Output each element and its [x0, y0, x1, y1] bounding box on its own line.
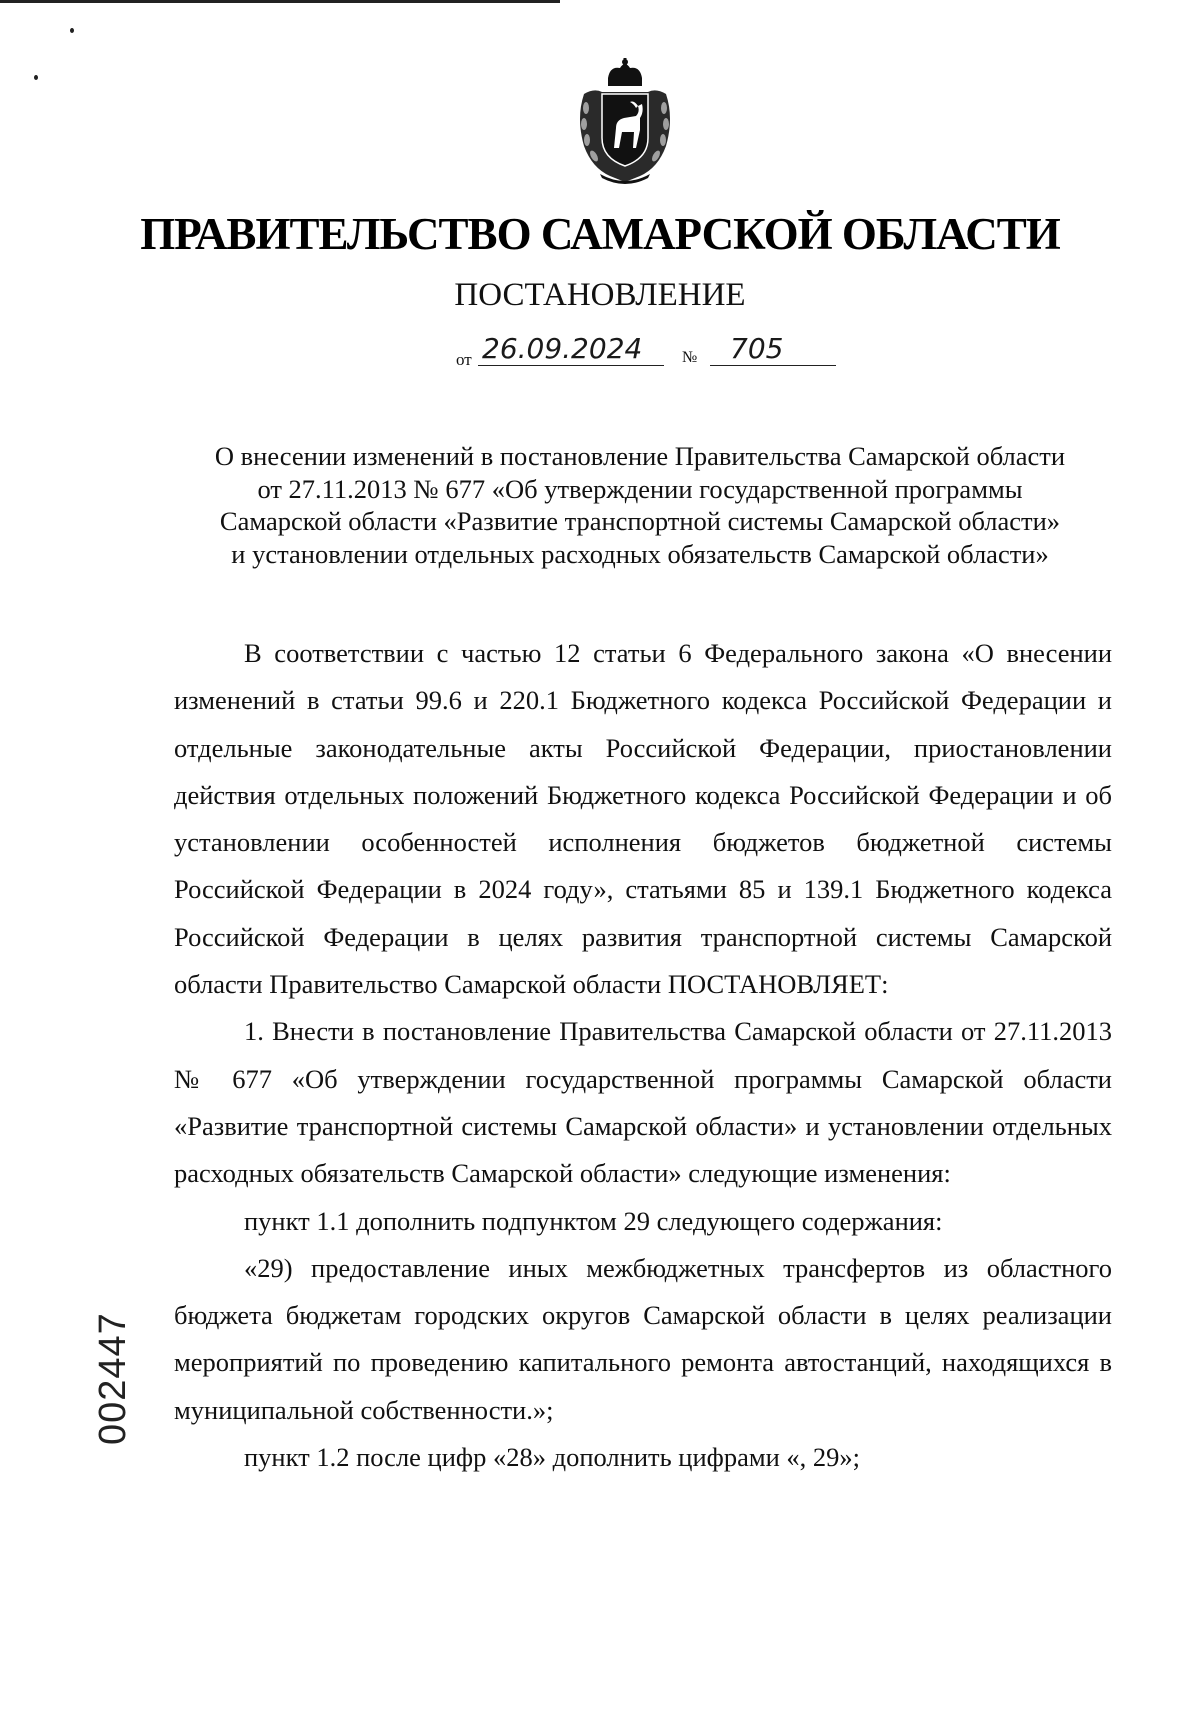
document-subject [170, 440, 1110, 570]
subject-line: от 27.11.2013 № 677 «Об утверждении государственной программы [257, 473, 1023, 504]
subject-line: и установлении отдельных расходных обязательств Самарской области» [231, 538, 1049, 569]
coat-of-arms-emblem [570, 58, 680, 186]
body-paragraph: «29) предоставление иных межбюджетных трансфертов из областного бюджета бюджетам городских округов Самарской области в целях реализации мероприятий по проведению капитального ремонта автостанций, находящихся в муниципальной собственности.»; [174, 1252, 1112, 1425]
body-paragraph: 1. Внести в постановление Правительства Самарской области от 27.11.2013 № 677 «Об утверждении государственной программы Самарской области «Развитие транспортной системы Самарской области» и установлении отдельных расходных обязательств Самарской области» следующие изменения: [174, 1016, 1112, 1189]
document-body [174, 630, 1112, 1481]
scan-speck [70, 28, 74, 33]
subject-line: Самарской области «Развитие транспортной системы Самарской области» [219, 506, 1061, 536]
body-paragraph: пункт 1.1 дополнить подпунктом 29 следующего содержания: [244, 1205, 943, 1236]
date-prefix: от [456, 350, 472, 369]
top-scan-edge [0, 0, 560, 3]
document-date: 26.09.2024 [478, 332, 664, 366]
document-number: 705 [710, 332, 836, 366]
registration-code: 002447 [92, 1312, 134, 1445]
body-paragraph: В соответствии с частью 12 статьи 6 Федерального закона «О внесении изменений в статьи 99.6 и 220.1 Бюджетного кодекса Российской Федерации и отдельные законодательные акты Российской Федерации, приостановлении действия отдельных положений Бюджетного кодекса Российской Федерации и об установлении особенностей исполнения бюджетов бюджетной системы Российской Федерации в 2024 году», статьями 85 и 139.1 Бюджетного кодекса Российской Федерации в целях развития транспортной системы Самарской области Правительство Самарской области ПОСТАНОВЛЯЕТ: [174, 638, 1112, 1000]
scan-speck [34, 75, 38, 80]
document-type: ПОСТАНОВЛЕНИЕ [454, 277, 746, 313]
date-number-line [456, 332, 856, 378]
organization-title: ПРАВИТЕЛЬСТВО САМАРСКОЙ ОБЛАСТИ [140, 209, 1060, 259]
subject-line: О внесении изменений в постановление Правительства Самарской области [214, 441, 1066, 471]
body-paragraph: пункт 1.2 после цифр «28» дополнить цифрами «, 29»; [244, 1442, 861, 1473]
number-sign: № [682, 349, 698, 366]
